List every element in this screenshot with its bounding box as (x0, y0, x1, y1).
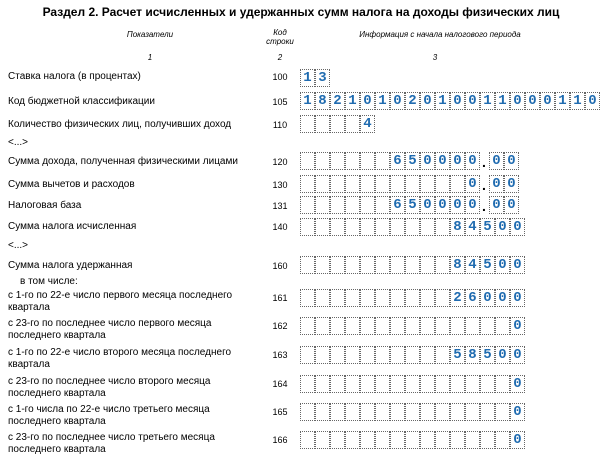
digit-cell: 0 (435, 152, 450, 170)
header-num-3: 3 (432, 53, 438, 62)
digit-cell: 5 (480, 346, 495, 364)
digit-cell (450, 403, 465, 421)
digit-cell (450, 317, 465, 335)
digit-cell (435, 375, 450, 393)
digit-cell: 0 (390, 92, 405, 110)
decimal-digit-cell: 0 (489, 175, 504, 193)
row-code-166: 166 (272, 435, 288, 445)
digit-cell (435, 289, 450, 307)
digit-cell (300, 218, 315, 236)
digit-cell (345, 346, 360, 364)
digit-cell: 1 (345, 92, 360, 110)
digit-cell (330, 152, 345, 170)
digit-cell (300, 175, 315, 193)
digit-cell (375, 175, 390, 193)
digit-cell (300, 403, 315, 421)
row-label-130: Сумма вычетов и расходов (8, 179, 135, 190)
decimal-digit-cell: 0 (489, 152, 504, 170)
digit-cell: 0 (585, 92, 600, 110)
decimal-point: . (482, 154, 486, 170)
row-label-120: Сумма дохода, полученная физическими лицами (8, 156, 238, 167)
digit-cell (345, 115, 360, 133)
digit-cell: 0 (465, 175, 480, 193)
digit-cell: 6 (390, 196, 405, 214)
digit-cell: 5 (405, 152, 420, 170)
digit-cell (435, 317, 450, 335)
digit-cell (345, 289, 360, 307)
digit-cell: 0 (510, 92, 525, 110)
digit-cell (420, 431, 435, 449)
row-label-105: Код бюджетной классификации (8, 96, 155, 107)
digit-cell (360, 196, 375, 214)
digit-cell (375, 218, 390, 236)
row-code-163: 163 (272, 350, 288, 360)
digit-cell (345, 403, 360, 421)
digit-cell: 2 (330, 92, 345, 110)
digit-cell (390, 289, 405, 307)
digit-cell: 1 (495, 92, 510, 110)
digit-cell (300, 256, 315, 274)
row-code-160: 160 (272, 261, 288, 271)
digit-cell: 8 (450, 218, 465, 236)
digit-cell: 1 (300, 92, 315, 110)
digit-cell (315, 115, 330, 133)
digit-cell (330, 346, 345, 364)
digit-cell (480, 375, 495, 393)
digit-cell (495, 431, 510, 449)
digit-cell (390, 218, 405, 236)
digit-cell (420, 375, 435, 393)
digit-cell (390, 403, 405, 421)
digit-cell: 0 (510, 289, 525, 307)
digit-cell (315, 431, 330, 449)
digit-cell: 1 (435, 92, 450, 110)
digit-cell: 0 (525, 92, 540, 110)
digit-cell: 0 (510, 218, 525, 236)
header-num-2: 2 (277, 53, 283, 62)
digit-cell (315, 196, 330, 214)
header-line-code: Код строки (266, 28, 294, 46)
digit-cell (360, 403, 375, 421)
digit-cell (405, 403, 420, 421)
digit-cell (315, 346, 330, 364)
row-label-160: Сумма налога удержанная (8, 260, 133, 271)
digit-cell (375, 256, 390, 274)
digit-cell: 0 (540, 92, 555, 110)
row-label-165: с 1-го числа по 22-е число третьего месяца последнего квартала (8, 404, 210, 427)
digit-cell (360, 289, 375, 307)
digit-cell (330, 115, 345, 133)
digit-cell (390, 317, 405, 335)
digit-cell: 5 (450, 346, 465, 364)
digit-cell (345, 218, 360, 236)
digit-cell (330, 403, 345, 421)
digit-cell: 0 (450, 92, 465, 110)
digit-cell (405, 375, 420, 393)
digit-cell: 1 (375, 92, 390, 110)
digit-cell: 8 (450, 256, 465, 274)
digit-cell: 2 (450, 289, 465, 307)
row-code-162: 162 (272, 321, 288, 331)
digit-cell: 0 (465, 152, 480, 170)
digit-cell (315, 256, 330, 274)
digit-cell: 0 (495, 289, 510, 307)
digit-cell: 0 (420, 92, 435, 110)
digit-cell (330, 375, 345, 393)
digit-cell (450, 375, 465, 393)
digit-cell (360, 256, 375, 274)
digit-cell: 0 (510, 346, 525, 364)
digit-cell: 0 (360, 92, 375, 110)
digit-cell (360, 375, 375, 393)
digit-cell (420, 218, 435, 236)
digit-cell (345, 175, 360, 193)
digit-cell (495, 375, 510, 393)
ellipsis-2: <...> (8, 240, 29, 251)
digit-cell: 5 (480, 256, 495, 274)
digit-cell (375, 317, 390, 335)
digit-cell (360, 175, 375, 193)
digit-cell (300, 152, 315, 170)
digit-cell: 0 (510, 375, 525, 393)
row-label-166: с 23-го по последнее число третьего месяца последнего квартала (8, 432, 215, 455)
digit-cell (465, 403, 480, 421)
digit-cell (465, 375, 480, 393)
digit-cell (375, 346, 390, 364)
digit-cell (375, 375, 390, 393)
decimal-digit-cell: 0 (504, 196, 519, 214)
digit-cell: 0 (450, 196, 465, 214)
digit-cell (300, 346, 315, 364)
digit-cell: 0 (465, 92, 480, 110)
digit-cell (315, 403, 330, 421)
decimal-digit-cell: 0 (504, 175, 519, 193)
digit-cell (375, 152, 390, 170)
digit-cell (495, 317, 510, 335)
digit-cell (435, 175, 450, 193)
digit-cell: 0 (495, 256, 510, 274)
digit-cell (495, 403, 510, 421)
digit-cell (315, 317, 330, 335)
digit-cell (315, 175, 330, 193)
digit-cell: 0 (480, 289, 495, 307)
digit-cell (315, 152, 330, 170)
digit-cell (360, 218, 375, 236)
digit-cell (345, 317, 360, 335)
digit-cell (330, 256, 345, 274)
row-code-161: 161 (272, 293, 288, 303)
including-label: в том числе: (20, 276, 78, 287)
digit-cell (345, 375, 360, 393)
digit-cell: 1 (300, 69, 315, 87)
row-label-131: Налоговая база (8, 200, 82, 211)
digit-cell: 5 (480, 218, 495, 236)
row-label-164: с 23-го по последнее число второго месяца последнего квартала (8, 376, 211, 399)
digit-cell: 2 (405, 92, 420, 110)
decimal-digit-cell: 0 (489, 196, 504, 214)
digit-cell (405, 346, 420, 364)
digit-cell (390, 375, 405, 393)
digit-cell (480, 317, 495, 335)
digit-cell (330, 196, 345, 214)
digit-cell (390, 256, 405, 274)
digit-cell (435, 403, 450, 421)
digit-cell: 0 (510, 431, 525, 449)
digit-cell: 5 (405, 196, 420, 214)
decimal-point: . (482, 198, 486, 214)
digit-cell (300, 317, 315, 335)
digit-cell (300, 115, 315, 133)
digit-cell (405, 289, 420, 307)
digit-cell (300, 196, 315, 214)
digit-cell (300, 289, 315, 307)
digit-cell (360, 152, 375, 170)
digit-cell (300, 431, 315, 449)
digit-cell: 0 (420, 152, 435, 170)
digit-cell: 1 (555, 92, 570, 110)
digit-cell (420, 346, 435, 364)
digit-cell (375, 403, 390, 421)
digit-cell (420, 403, 435, 421)
row-label-100: Ставка налога (в процентах) (8, 71, 141, 82)
digit-cell (375, 196, 390, 214)
digit-cell (345, 196, 360, 214)
digit-cell (315, 218, 330, 236)
digit-cell: 6 (465, 289, 480, 307)
digit-cell (435, 256, 450, 274)
digit-cell: 8 (315, 92, 330, 110)
digit-cell (450, 175, 465, 193)
digit-cell (375, 289, 390, 307)
digit-cell (375, 431, 390, 449)
digit-cell (330, 431, 345, 449)
digit-cell: 0 (420, 196, 435, 214)
digit-cell (405, 431, 420, 449)
row-code-105: 105 (272, 97, 288, 107)
digit-cell (330, 317, 345, 335)
digit-cell (420, 175, 435, 193)
digit-cell (465, 431, 480, 449)
digit-cell (390, 175, 405, 193)
digit-cell (405, 317, 420, 335)
row-code-165: 165 (272, 407, 288, 417)
row-label-161: с 1-го по 22-е число первого месяца последнего квартала (8, 290, 233, 313)
digit-cell (360, 431, 375, 449)
header-num-1: 1 (147, 53, 153, 62)
digit-cell: 0 (495, 346, 510, 364)
digit-cell (390, 431, 405, 449)
digit-cell (480, 431, 495, 449)
digit-cell: 1 (570, 92, 585, 110)
digit-cell: 4 (465, 256, 480, 274)
digit-cell: 0 (450, 152, 465, 170)
digit-cell: 0 (465, 196, 480, 214)
row-code-130: 130 (272, 180, 288, 190)
row-label-162: с 23-го по последнее число первого месяца последнего квартала (8, 318, 212, 341)
row-label-110: Количество физических лиц, получивших доход (8, 119, 232, 130)
digit-cell (330, 289, 345, 307)
row-code-164: 164 (272, 379, 288, 389)
digit-cell (450, 431, 465, 449)
digit-cell (360, 346, 375, 364)
digit-cell (345, 152, 360, 170)
row-code-140: 140 (272, 222, 288, 232)
digit-cell (345, 431, 360, 449)
row-code-120: 120 (272, 157, 288, 167)
digit-cell (420, 317, 435, 335)
decimal-digit-cell: 0 (504, 152, 519, 170)
digit-cell (405, 256, 420, 274)
row-label-140: Сумма налога исчисленная (8, 221, 137, 232)
digit-cell: 6 (390, 152, 405, 170)
digit-cell (345, 256, 360, 274)
digit-cell (390, 346, 405, 364)
digit-cell: 3 (315, 69, 330, 87)
digit-cell: 4 (360, 115, 375, 133)
digit-cell (405, 218, 420, 236)
digit-cell (300, 375, 315, 393)
digit-cell (435, 346, 450, 364)
digit-cell: 0 (435, 196, 450, 214)
digit-cell: 0 (510, 403, 525, 421)
digit-cell (435, 431, 450, 449)
digit-cell (420, 289, 435, 307)
digit-cell (465, 317, 480, 335)
digit-cell: 0 (495, 218, 510, 236)
digit-cell (315, 289, 330, 307)
digit-cell (360, 317, 375, 335)
row-code-131: 131 (272, 201, 288, 211)
row-code-110: 110 (272, 120, 288, 130)
digit-cell (315, 375, 330, 393)
row-label-163: с 1-го по 22-е число второго месяца последнего квартала (8, 347, 232, 370)
decimal-point: . (482, 177, 486, 193)
header-indicators: Показатели (126, 30, 174, 39)
section-title: Раздел 2. Расчет исчисленных и удержанных сумм налога на доходы физических лиц (42, 5, 560, 19)
ellipsis-1: <...> (8, 137, 29, 148)
header-period-info: Информация с начала налогового периода (359, 30, 521, 39)
digit-cell: 8 (465, 346, 480, 364)
digit-cell: 4 (465, 218, 480, 236)
digit-cell (405, 175, 420, 193)
digit-cell (435, 218, 450, 236)
digit-cell (330, 218, 345, 236)
digit-cell (330, 175, 345, 193)
row-code-100: 100 (272, 72, 288, 82)
digit-cell (480, 403, 495, 421)
digit-cell: 0 (510, 256, 525, 274)
digit-cell (420, 256, 435, 274)
digit-cell: 1 (480, 92, 495, 110)
digit-cell: 0 (510, 317, 525, 335)
